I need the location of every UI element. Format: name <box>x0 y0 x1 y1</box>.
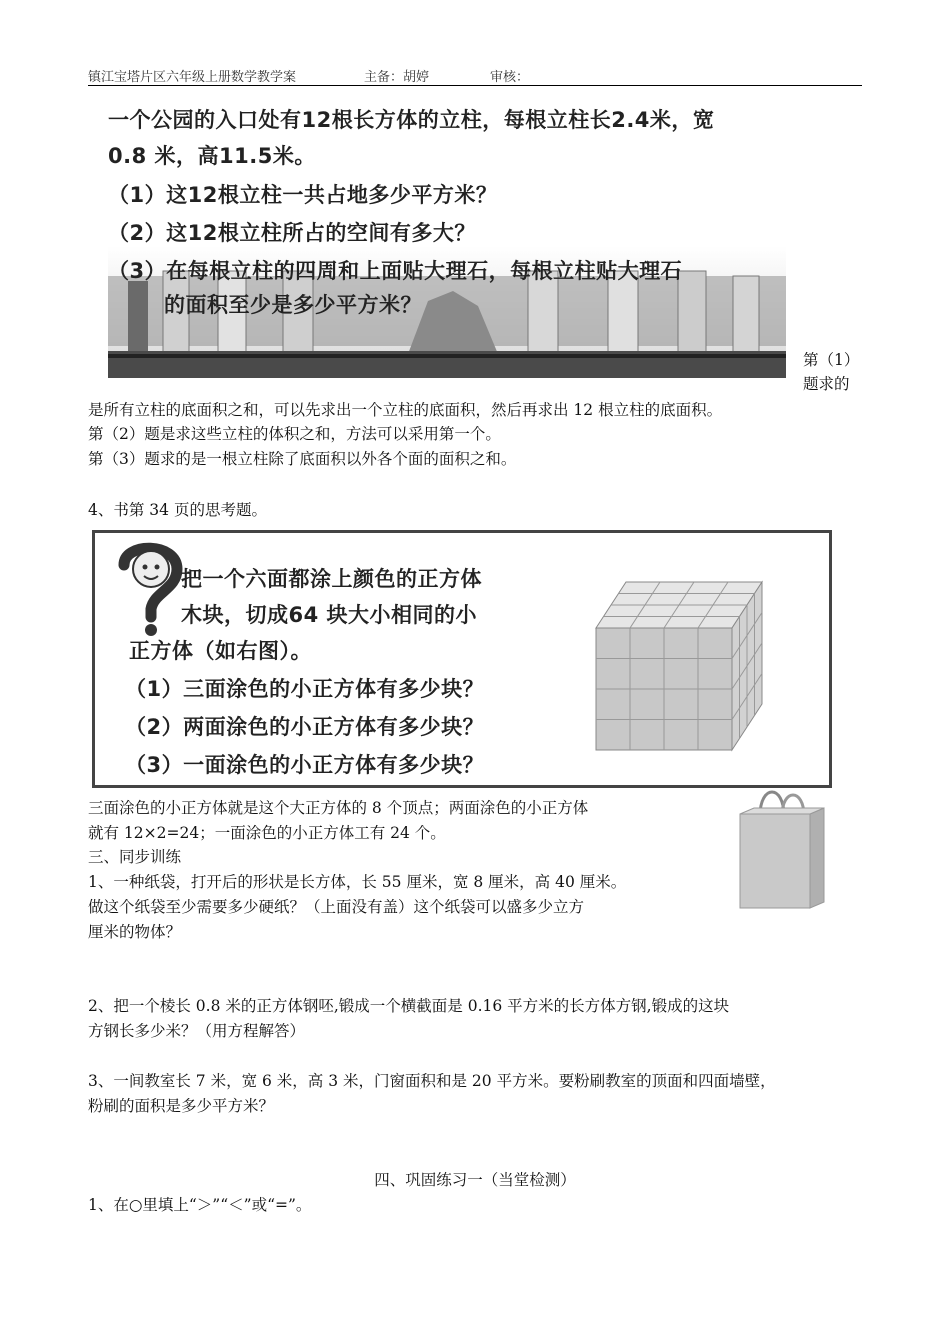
paper-bag-illustration <box>732 782 832 914</box>
page-header <box>88 64 862 86</box>
header-reviewer: 审核： <box>490 70 530 85</box>
thinking-line-1: 把一个六面都涂上颜色的正方体 <box>181 567 482 591</box>
problem-line-1: 一个公园的入口处有12根长方体的立柱，每根立柱长2.4米，宽 <box>108 108 715 132</box>
explanation-part3: 第（3）题求的是一根立柱除了底面积以外各个面的面积之和。 <box>88 450 517 468</box>
problem-line-2: 0.8 米，高11.5米。 <box>108 144 316 168</box>
section-3-q1-line-1: 1、一种纸袋，打开后的形状是长方体，长 55 厘米，宽 8 厘米，高 40 厘米。 <box>88 873 627 891</box>
section-3-q3-line-2: 粉刷的面积是多少平方米？ <box>88 1097 275 1115</box>
thinking-line-2: 木块，切成64 块大小相同的小 <box>181 603 478 627</box>
section-4-q1: 1、在○里填上“＞”“＜”或“=”。 <box>88 1196 312 1214</box>
section-3-q1-line-2: 做这个纸袋至少需要多少硬纸？（上面没有盖）这个纸袋可以盛多少立方 <box>88 898 585 916</box>
question-mark-mascot-icon <box>99 537 189 637</box>
problem-question-1: （1）这12根立柱一共占地多少平方米？ <box>108 183 498 207</box>
problem-question-2: （2）这12根立柱所占的空间有多大？ <box>108 221 476 245</box>
thinking-question-2: （2）两面涂色的小正方体有多少块？ <box>125 715 485 739</box>
header-author: 主备：胡婷 <box>364 70 430 85</box>
thinking-question-1: （1）三面涂色的小正方体有多少块？ <box>125 677 485 701</box>
explanation-part1c: 是所有立柱的底面积之和，可以先求出一个立柱的底面积，然后再求出 12 根立柱的底面积。 <box>88 401 723 419</box>
explanation-part2: 第（2）题是求这些立柱的体积之和，方法可以采用第一个。 <box>88 425 501 443</box>
explanation-part1b: 题求的 <box>803 375 850 393</box>
answer-line-2: 就有 12×2=24；一面涂色的小正方体工有 24 个。 <box>88 824 446 842</box>
section-3-title: 三、同步训练 <box>88 848 182 866</box>
cube-4x4x4-illustration <box>594 580 764 752</box>
section-3-q1-line-3: 厘米的物体？ <box>88 923 182 941</box>
section-3-q2-line-1: 2、把一个棱长 0.8 米的正方体钢呸,锻成一个横截面是 0.16 平方米的长方体方钢,锻成的这块 <box>88 997 730 1015</box>
problem-question-3b: 的面积至少是多少平方米？ <box>164 293 422 317</box>
thinking-line-3: 正方体（如右图）。 <box>129 639 312 663</box>
thinking-question-3: （3）一面涂色的小正方体有多少块？ <box>125 753 485 777</box>
header-school: 镇江宝塔片区六年级上册数学教学案 <box>88 70 297 85</box>
section-4-title: 四、巩固练习一（当堂检测） <box>374 1171 576 1189</box>
answer-line-1: 三面涂色的小正方体就是这个大正方体的 8 个顶点；两面涂色的小正方体 <box>88 799 589 817</box>
problem-question-3a: （3）在每根立柱的四周和上面贴大理石，每根立柱贴大理石 <box>108 259 683 283</box>
park-pillars-image <box>108 96 786 378</box>
section-3-q3-line-1: 3、一间教室长 7 米，宽 6 米，高 3 米，门窗面积和是 20 平方米。要粉刷教室的顶面和四面墙壁， <box>88 1072 776 1090</box>
item-4: 4、书第 34 页的思考题。 <box>88 501 267 519</box>
explanation-part1a: 第（1） <box>803 351 860 369</box>
section-3-q2-line-2: 方钢长多少米？（用方程解答） <box>88 1022 306 1040</box>
